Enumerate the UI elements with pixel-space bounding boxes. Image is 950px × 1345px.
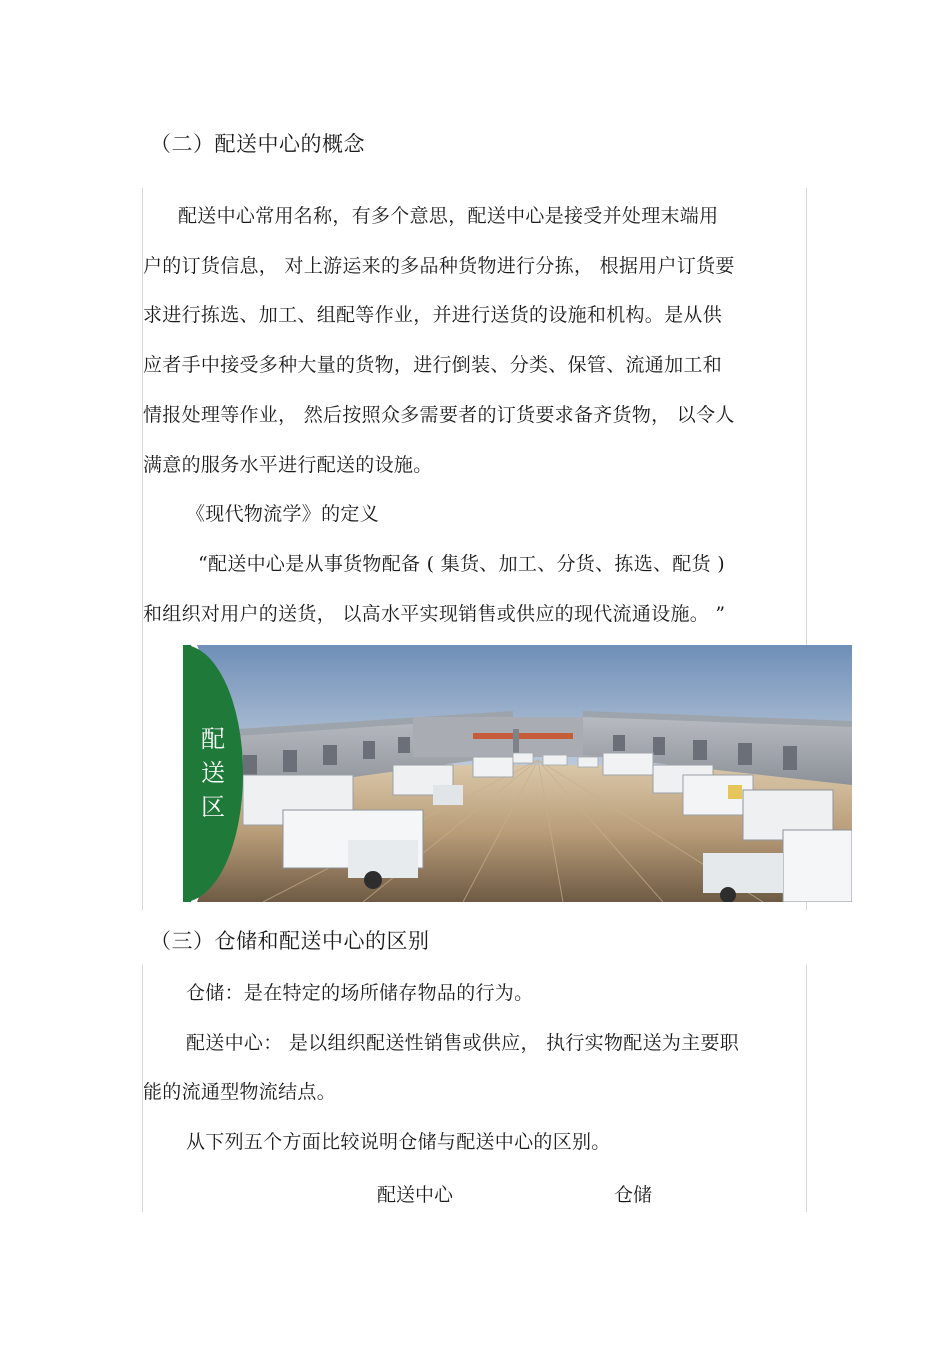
distribution-yard-illustration bbox=[183, 645, 852, 902]
photo-left-border bbox=[142, 646, 143, 910]
photo-right-border bbox=[806, 902, 807, 910]
paragraph-line: 配送中心常用名称，有多个意思，配送中心是接受并处理末端用 bbox=[178, 205, 719, 227]
section-heading-2: （二）配送中心的概念 bbox=[150, 132, 365, 156]
definition-line: 配送中心： 是以组织配送性销售或供应， 执行实物配送为主要职 bbox=[186, 1032, 740, 1054]
definition-quote-line: “配送中心是从事货物配备 ( 集货、加工、分货、拣选、配货 ) bbox=[198, 553, 725, 575]
comparison-intro: 从下列五个方面比较说明仓储与配送中心的区别。 bbox=[186, 1131, 611, 1153]
paragraph-line: 应者手中接受多种大量的货物，进行倒装、分类、保管、流通加工和 bbox=[143, 354, 723, 376]
text-block-right-border bbox=[806, 188, 807, 646]
table-header-warehousing: 仓储 bbox=[614, 1184, 653, 1206]
paragraph-line: 情报处理等作业， 然后按照众多需要者的订货要求备齐货物， 以令人 bbox=[143, 404, 735, 426]
definition-line: 能的流通型物流结点。 bbox=[143, 1081, 337, 1103]
distribution-area-photo bbox=[183, 645, 852, 902]
definition-quote-line: 和组织对用户的送货， 以高水平实现销售或供应的现代流通设施。 ” bbox=[143, 603, 726, 625]
paragraph-line: 求进行拣选、加工、组配等作业，并进行送货的设施和机构。是从供 bbox=[143, 304, 723, 326]
paragraph-line: 满意的服务水平进行配送的设施。 bbox=[143, 454, 433, 476]
badge-label: 配送区 bbox=[201, 725, 225, 821]
definition-line: 仓储：是在特定的场所储存物品的行为。 bbox=[186, 982, 534, 1004]
definition-source: 《现代物流学》的定义 bbox=[186, 503, 380, 525]
text-block-2-right-border bbox=[806, 965, 807, 1212]
table-header-distribution-center: 配送中心 bbox=[377, 1184, 454, 1206]
section-heading-3: （三）仓储和配送中心的区别 bbox=[150, 929, 430, 953]
paragraph-line: 户的订货信息， 对上游运来的多品种货物进行分拣， 根据用户订货要 bbox=[143, 255, 735, 277]
